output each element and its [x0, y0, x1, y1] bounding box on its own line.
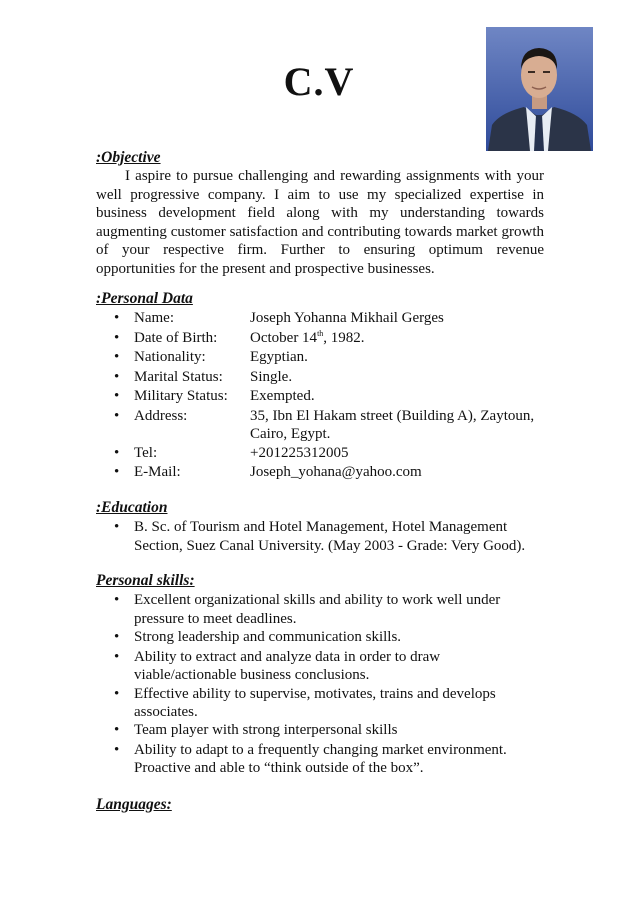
objective-text: I aspire to pursue challenging and rewarding assignments with your well progressive company. I aim to use my specialized expertise in business development field along with my understanding towards augmenting customer satisfaction and contributing towards market growth of your respective firm. Further to ensuring optimum revenue opportunities for the present and prospective businesses.: [96, 168, 544, 277]
portrait-photo: [486, 27, 593, 151]
nationality-value: Egyptian.: [250, 349, 308, 365]
dob-label: Date of Birth:: [134, 330, 218, 346]
military-label: Military Status:: [134, 388, 228, 404]
name-value: Joseph Yohanna Mikhail Gerges: [250, 310, 444, 326]
personal-data-heading: :Personal Data: [96, 290, 193, 307]
skill-text: Team player with strong interpersonal skills: [134, 722, 398, 738]
education-line1: B. Sc. of Tourism and Hotel Management, Hotel Management: [134, 519, 508, 535]
education-heading: :Education: [96, 499, 168, 516]
address-label: Address:: [134, 408, 188, 424]
name-label: Name:: [134, 310, 174, 326]
skill-text: viable/actionable business conclusions.: [134, 667, 370, 683]
bullet: •: [114, 742, 120, 758]
cv-title: C.V: [283, 59, 355, 104]
bullet: •: [114, 349, 120, 365]
bullet: •: [114, 310, 120, 326]
dob-value: October 14th, 1982.: [250, 329, 365, 346]
skill-text: Ability to adapt to a frequently changing market environment.: [134, 742, 507, 758]
bullet: •: [114, 330, 120, 346]
marital-value: Single.: [250, 369, 293, 385]
bullet: •: [114, 445, 120, 461]
tel-value: +201225312005: [250, 445, 349, 461]
skills-heading: Personal skills:: [96, 572, 195, 589]
bullet: •: [114, 722, 120, 738]
bullet: •: [114, 464, 120, 480]
email-label: E-Mail:: [134, 464, 181, 480]
skill-text: pressure to meet deadlines.: [134, 611, 297, 627]
skill-text: Excellent organizational skills and ability to work well under: [134, 592, 501, 608]
bullet: •: [114, 649, 120, 665]
skill-text: Strong leadership and communication skills.: [134, 629, 402, 645]
bullet: •: [114, 408, 120, 424]
skill-text: Ability to extract and analyze data in order to draw: [134, 649, 441, 665]
objective-heading: :Objective: [96, 149, 161, 166]
marital-label: Marital Status:: [134, 369, 223, 385]
address-line1: 35, Ibn El Hakam street (Building A), Zaytoun,: [250, 408, 535, 424]
bullet: •: [114, 369, 120, 385]
skill-text: Effective ability to supervise, motivates, trains and develops: [134, 686, 496, 702]
bullet: •: [114, 388, 120, 404]
skill-text: Proactive and able to “think outside of the box”.: [134, 760, 424, 776]
military-value: Exempted.: [250, 388, 315, 404]
tel-label: Tel:: [134, 445, 158, 461]
bullet: •: [114, 686, 120, 702]
education-line2: Section, Suez Canal University. (May 2003 - Grade: Very Good).: [134, 538, 526, 554]
languages-heading: Languages:: [96, 796, 172, 813]
bullet: •: [114, 629, 120, 645]
address-line2: Cairo, Egypt.: [250, 426, 331, 442]
skill-text: associates.: [134, 704, 198, 720]
bullet: •: [114, 519, 120, 535]
bullet: •: [114, 592, 120, 608]
email-value: Joseph_yohana@yahoo.com: [250, 464, 422, 480]
nationality-label: Nationality:: [134, 349, 206, 365]
